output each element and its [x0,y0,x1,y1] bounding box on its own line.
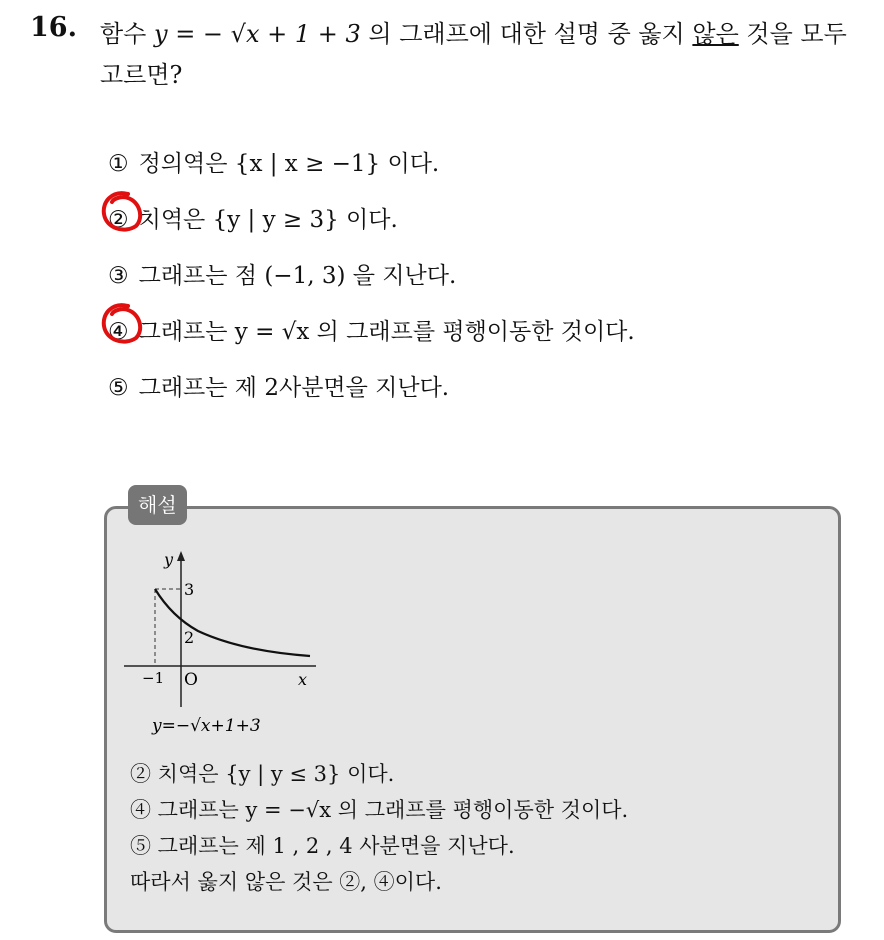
option-text: 정의역은 {x | x ≥ −1} 이다. [138,151,440,177]
function-expression: y = − √x + 1 + 3 [154,20,361,48]
option-4[interactable] [108,313,635,346]
explanation-line-4: 따라서 옳지 않은 것은 ②, ④이다. [130,870,442,894]
red-circle-mark-icon [98,188,146,236]
option-text: 그래프는 y = √x 의 그래프를 평행이동한 것이다. [138,319,635,345]
tick-label-3: 3 [184,580,195,599]
explanation-tag: 해설 [128,485,187,525]
question-text-line-1 [100,14,847,49]
option-3[interactable] [108,257,456,290]
tick-label-2: 2 [184,628,195,647]
option-number: ④ [108,319,129,345]
graph-caption: y=−√x+1+3 [152,716,261,735]
option-number: ③ [108,263,129,289]
question-number: 16. [30,12,77,43]
option-text: 치역은 {y | y ≥ 3} 이다. [138,207,398,233]
function-curve [155,589,310,656]
explanation-line-1: ② 치역은 {y | y ≤ 3} 이다. [130,762,395,786]
option-5[interactable] [108,369,449,402]
red-circle-mark-icon [98,300,146,348]
option-1[interactable] [108,145,439,178]
y-axis-label: y [164,550,174,569]
question-text-line-2: 고르면? [100,61,183,89]
question-text-pre: 함수 [100,20,154,48]
function-graph [118,545,328,735]
option-number: ① [108,151,129,177]
option-number: ⑤ [108,375,129,401]
option-number: ② [108,207,129,233]
option-2[interactable] [108,201,398,234]
tick-label-neg1: −1 [142,669,165,687]
question-text-post: 것을 모두 [738,20,847,48]
origin-label: O [184,670,198,690]
question-text-mid: 의 그래프에 대한 설명 중 옳지 [360,20,693,48]
option-text: 그래프는 점 (−1, 3) 을 지난다. [138,263,457,289]
x-axis-label: x [298,670,308,689]
explanation-line-3: ⑤ 그래프는 제 1 , 2 , 4 사분면을 지난다. [130,834,515,858]
underlined-word: 않은 [692,20,739,48]
option-text: 그래프는 제 2사분면을 지난다. [138,375,450,401]
y-axis-arrow-icon [177,551,185,561]
explanation-line-2: ④ 그래프는 y = −√x 의 그래프를 평행이동한 것이다. [130,798,629,822]
